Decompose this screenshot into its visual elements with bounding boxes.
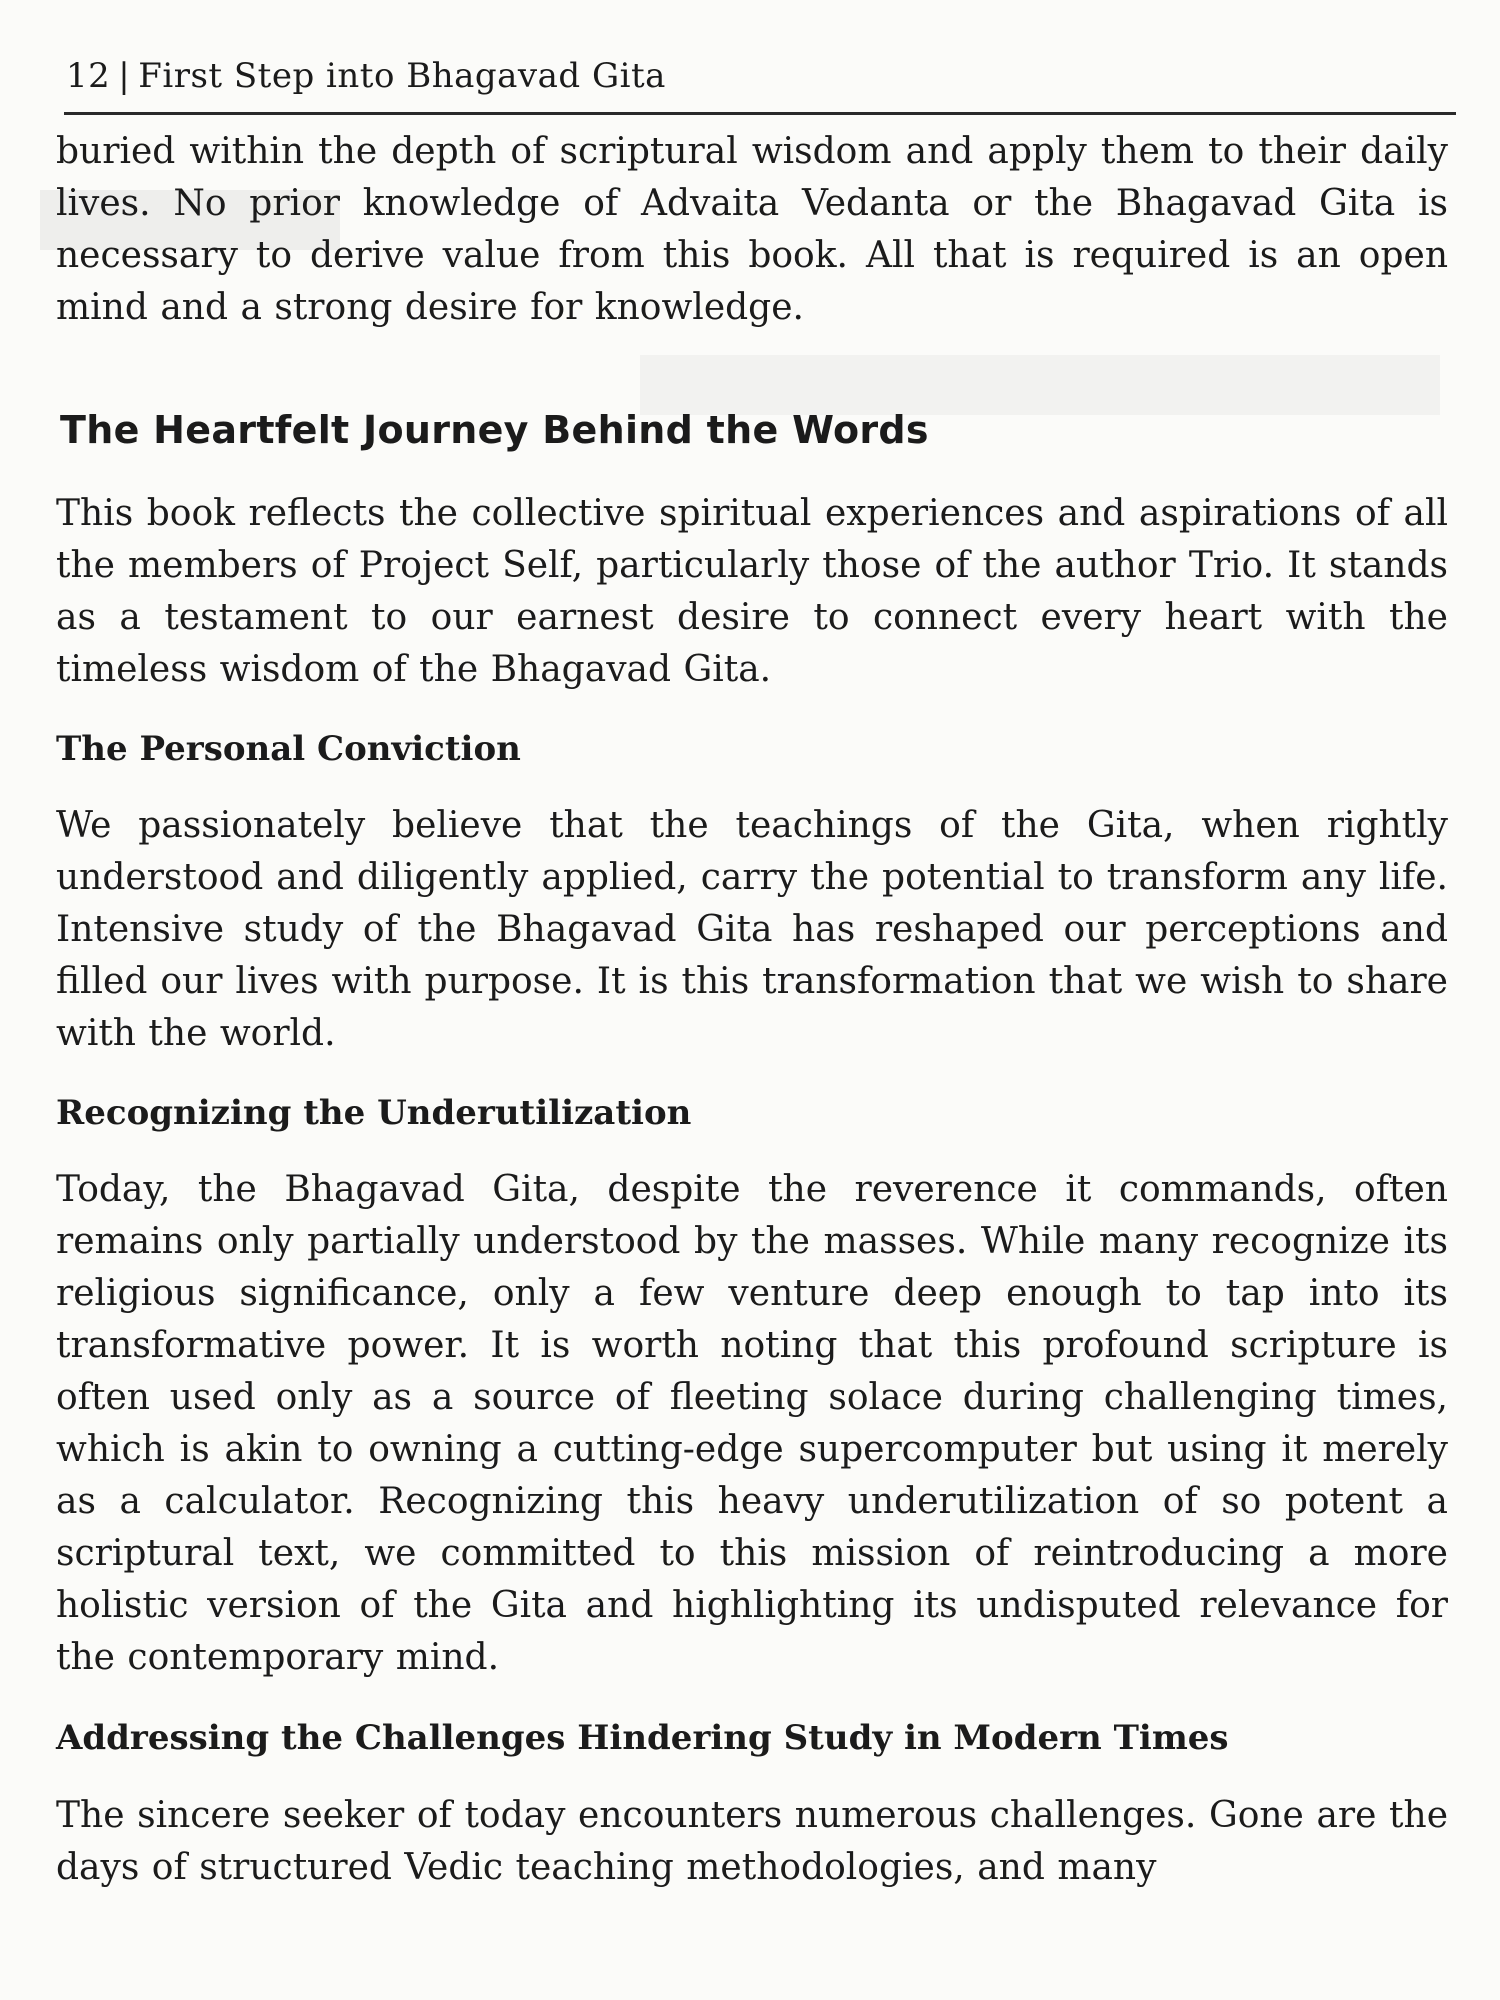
subsection-paragraph-challenges: The sincere seeker of today encounters numerous challenges. Gone are the days of structured Vedic teaching methodologies, and many (56, 1795, 1448, 1888)
running-head-separator: | (118, 56, 131, 96)
subsection-heading-underutilization: Recognizing the Underutilization (56, 1093, 692, 1133)
subsection-paragraph-personal-conviction: We passionately believe that the teachings of the Gita, when rightly understood and diligently applied, carry the potential to transform any life. Intensive study of the Bhagavad Gita has reshaped our perceptions and filled our lives with purpose. It is this transformation that we wish to share with the world. (56, 805, 1448, 1054)
subsection-heading-personal-conviction: The Personal Conviction (56, 729, 521, 769)
subsection-paragraph-underutilization: Today, the Bhagavad Gita, despite the reverence it commands, often remains only partially understood by the masses. While many recognize its religious significance, only a few venture deep enough to tap into its transformative power. It is worth noting that this profound scripture is often used only as a source of fleeting solace during challenging times, which is akin to owning a cutting-edge supercomputer but using it merely as a calculator. Recognizing this heavy underutilization of so potent a scriptural text, we committed to this mission of reintroducing a more holistic version of the Gita and highlighting its undisputed relevance for the contemporary mind. (56, 1169, 1448, 1678)
subsection-heading-challenges: Addressing the Challenges Hindering Study in Modern Times (56, 1718, 1229, 1758)
book-title: First Step into Bhagavad Gita (138, 56, 666, 96)
running-head-text (66, 54, 666, 98)
page-number: 12 (66, 56, 111, 96)
intro-paragraph: buried within the depth of scriptural wisdom and apply them to their daily lives. No prior knowledge of Advaita Vedanta or the Bhagavad Gita is necessary to derive value from this book. All that is required is an open mind and a strong desire for knowledge. (56, 131, 1448, 328)
section-paragraph: This book reflects the collective spiritual experiences and aspirations of all the members of Project Self, particularly those of the author Trio. It stands as a testament to our earnest desire to connect every heart with the timeless wisdom of the Bhagavad Gita. (56, 493, 1448, 690)
section-heading: The Heartfelt Journey Behind the Words (60, 408, 929, 452)
running-head (64, 50, 1456, 115)
